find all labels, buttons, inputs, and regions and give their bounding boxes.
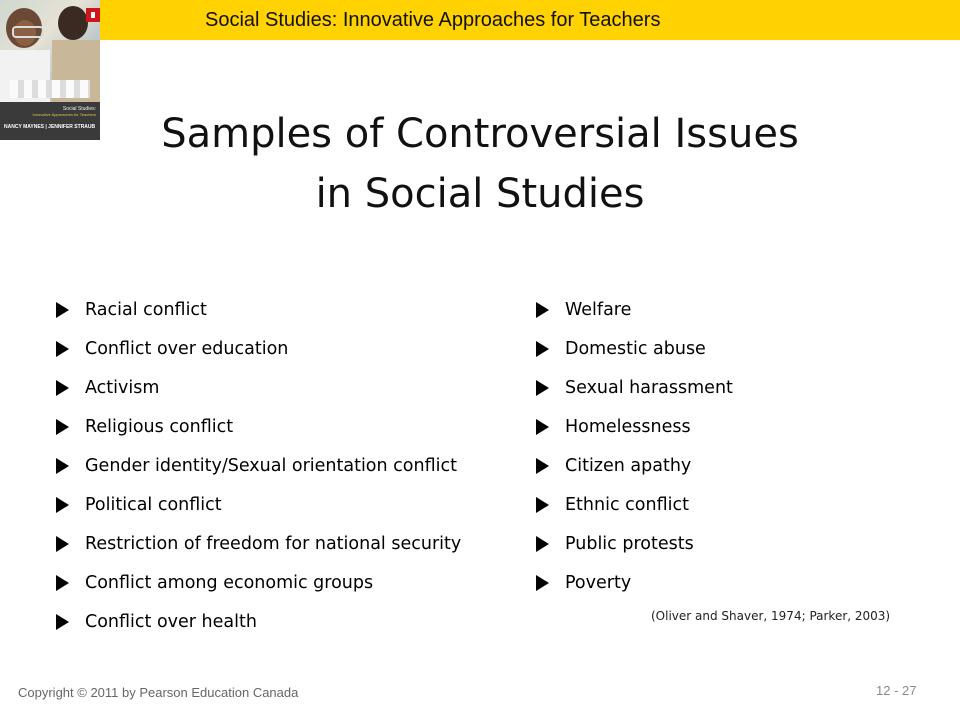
right-triangle-arrow-icon: [536, 458, 549, 474]
list-item: [56, 602, 461, 641]
book-photo-second-child-hair: [58, 6, 88, 40]
list-item: [56, 368, 461, 407]
list-item-label: Gender identity/Sexual orientation conflict: [85, 455, 457, 476]
list-item: [56, 407, 461, 446]
right-triangle-arrow-icon: [56, 458, 69, 474]
copyright-notice: Copyright © 2011 by Pearson Education Canada: [18, 685, 299, 700]
right-triangle-arrow-icon: [56, 302, 69, 318]
list-item-label: Racial conflict: [85, 299, 207, 320]
list-item-label: Poverty: [565, 572, 632, 593]
list-item-label: Sexual harassment: [565, 377, 733, 398]
list-item: [536, 524, 733, 563]
list-item-label: Conflict among economic groups: [85, 572, 374, 593]
list-item-label: Domestic abuse: [565, 338, 706, 359]
list-item: [56, 290, 461, 329]
list-item: [536, 290, 733, 329]
book-cover-band: [0, 102, 100, 140]
right-triangle-arrow-icon: [536, 380, 549, 396]
book-cover-thumbnail: [0, 0, 100, 140]
right-triangle-arrow-icon: [536, 341, 549, 357]
left-issue-list: [56, 290, 461, 641]
right-triangle-arrow-icon: [536, 575, 549, 591]
list-item-label: Ethnic conflict: [565, 494, 689, 515]
list-item-label: Welfare: [565, 299, 632, 320]
book-photo-safety-glasses: [12, 26, 44, 38]
list-item-label: Citizen apathy: [565, 455, 692, 476]
right-triangle-arrow-icon: [56, 575, 69, 591]
list-item-label: Religious conflict: [85, 416, 234, 437]
right-triangle-arrow-icon: [56, 614, 69, 630]
list-item-label: Political conflict: [85, 494, 222, 515]
list-item: [536, 446, 733, 485]
list-item: [56, 329, 461, 368]
list-item-label: Public protests: [565, 533, 694, 554]
header-banner: [0, 0, 960, 40]
banner-title: Social Studies: Innovative Approaches for Teachers: [205, 9, 661, 31]
list-item-label: Conflict over education: [85, 338, 289, 359]
list-item-label: Activism: [85, 377, 160, 398]
right-triangle-arrow-icon: [56, 536, 69, 552]
right-triangle-arrow-icon: [536, 497, 549, 513]
right-triangle-arrow-icon: [536, 419, 549, 435]
list-item-label: Restriction of freedom for national security: [85, 533, 462, 554]
page-number: 12 - 27: [876, 683, 917, 698]
list-item: [536, 407, 733, 446]
book-photo-models: [10, 80, 90, 98]
list-item: [536, 329, 733, 368]
list-item-label: Homelessness: [565, 416, 691, 437]
canadian-flag-icon: [86, 8, 100, 22]
slide-title-line-2: in Social Studies: [315, 171, 645, 217]
list-item: [56, 524, 461, 563]
slide-title: [100, 104, 860, 224]
book-cover-photo: [0, 0, 100, 102]
list-item: [536, 563, 733, 602]
citation: (Oliver and Shaver, 1974; Parker, 2003): [651, 609, 891, 623]
book-cover-authors: NANCY MAYNES | JENNIFER STRAUB: [4, 124, 96, 130]
list-item: [56, 485, 461, 524]
list-item: [536, 368, 733, 407]
book-cover-subtitle: Innovative Approaches for Teachers: [32, 112, 96, 117]
book-cover-title: Social Studies:: [62, 106, 96, 112]
list-item: [56, 446, 461, 485]
right-triangle-arrow-icon: [56, 380, 69, 396]
right-triangle-arrow-icon: [536, 536, 549, 552]
slide-title-line-1: Samples of Controversial Issues: [161, 111, 799, 157]
right-triangle-arrow-icon: [56, 341, 69, 357]
list-item-label: Conflict over health: [85, 611, 257, 632]
list-item: [536, 485, 733, 524]
right-triangle-arrow-icon: [56, 419, 69, 435]
list-item: [56, 563, 461, 602]
right-triangle-arrow-icon: [56, 497, 69, 513]
right-triangle-arrow-icon: [536, 302, 549, 318]
right-issue-list: [536, 290, 733, 602]
